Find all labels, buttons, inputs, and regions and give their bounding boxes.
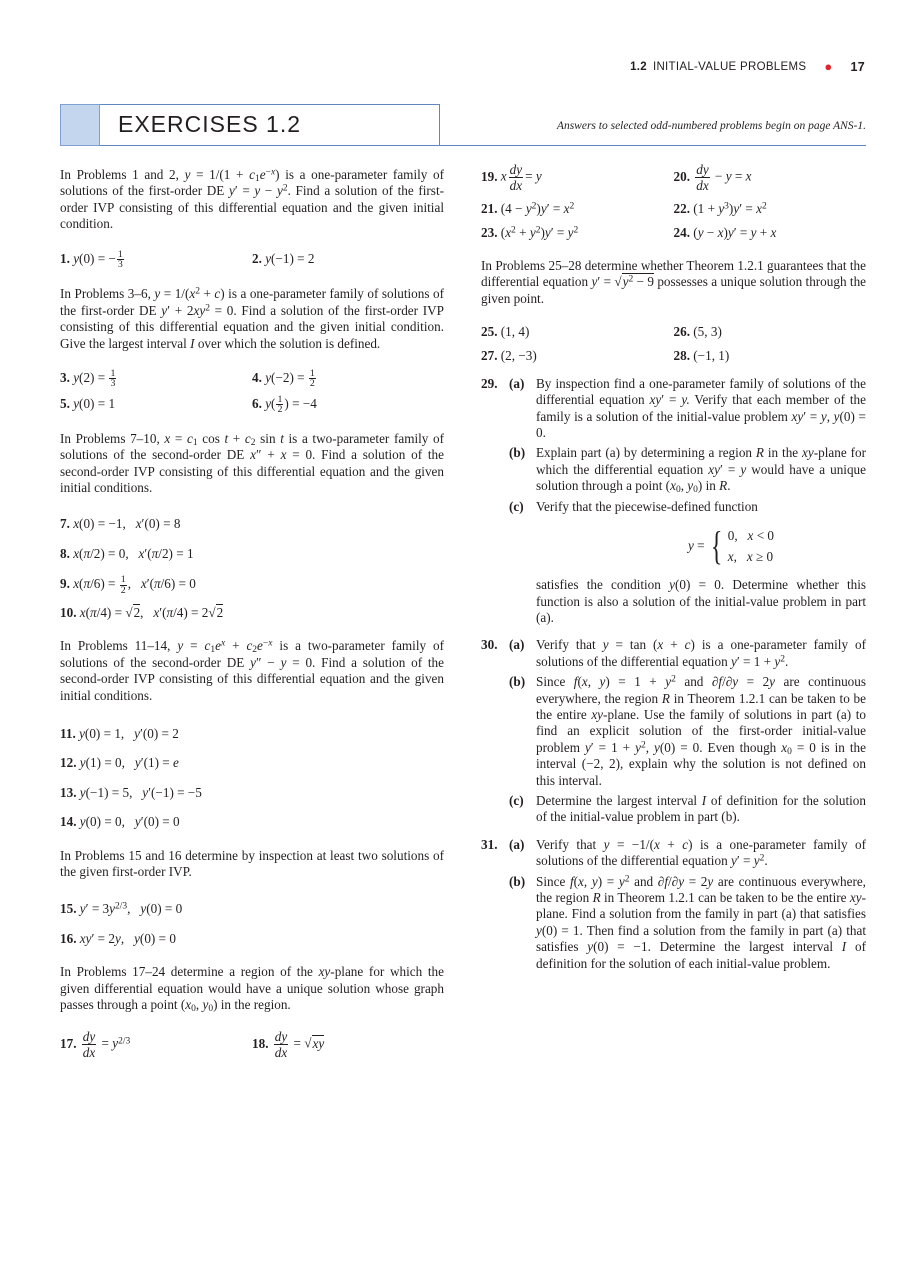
problems-19-20-row [481, 162, 866, 193]
problem-30: 30. (a) Verify that y = tan (x + c) is a one-parameter family of solutions of the differential equation $y' = 1 + y^2$. (b) Since f(x, $y) = 1 + y^2$ and ∂f/∂y = 2y are continuous everywhere, the region R in Theorem 1.2.1 can be taken to be the entire xy-plane. Use the family of solutions in part (a) to find an explicit solution of the first-order initial-value problem $y' = 1 + y^2$, y(0) = 0. Even though $x_0 = 0$ is in the interval (−2, 2), explain why the solution is not defined on this interval. (c) Determine the largest interval I of definition for the solution of the initial-value problem in part (b). [481, 637, 867, 825]
section-title: INITIAL-VALUE PROBLEMS [652, 60, 807, 73]
right-column [481, 162, 866, 972]
problem-3: 3. y(2) = $\frac{1}{3}$ [60, 368, 116, 390]
problem-14: 14. y(0) = 0, y′(0) = 0 [60, 814, 180, 830]
exercises-title: EXERCISES 1.2 [118, 111, 302, 137]
problem-2: 2. y(−1) = 2 [252, 250, 315, 266]
piecewise-function: y = { 0, x < 0 x, x ≥ 0 [687, 523, 775, 569]
problem-1: 1. y(0) = − $\frac{1}{3}$ [60, 248, 123, 271]
problem-12: 12. y(1) = 0, y′(1) = e [60, 755, 179, 771]
problem-31: 31. (a) Verify that y = −1/(x + c) is a one-parameter family of solutions of the differential equation $y' = y^2$. (b) Since f(x, $y) = y^2$ and ∂f/∂y = 2y are continuous everywhere, the region R in Theorem 1.2.1 can be taken to be the entire xy-plane. Find a solution from the family in part (a) that satisfies y(0) = 1. Then find a solution from the family in part (a) that satisfies y(0) = −1. Determine the largest interval I of definition for the solution of each initial-value problem. [481, 836, 867, 971]
problem-26: 26. (5, 3) [673, 324, 722, 340]
intro-problems-17-24: In Problems 17–24 determine a region of the xy-plane for which the given differential equation would have a unique solution whose graph passes through a point ($x_0$, $y_0$) in the region. [60, 964, 444, 1014]
problem-31-a: (a) Verify that y = −1/(x + c) is a one-parameter family of solutions of the differential equation $y' = y^2$. [509, 836, 867, 869]
intro-problems-1-2: In Problems 1 and 2, $y = 1/(1 + c_1e^{-x})$ is a one-parameter family of solutions of the first-order DE $y' = y - y^2$. Find a solution of the first-order IVP consisting of this differential equation and the given initial condition. [60, 167, 444, 232]
problem-30-b: (b) Since f(x, $y) = 1 + y^2$ and ∂f/∂y = 2y are continuous everywhere, the region R in Theorem 1.2.1 can be taken to be the entire xy-plane. Use the family of solutions in part (a) to find an explicit solution of the first-order initial-value problem $y' = 1 + y^2$, y(0) = 0. Even though $x_0 = 0$ is in the interval (−2, 2), explain why the solution is not defined on this interval. [509, 674, 866, 788]
problem-20: 20. $\frac{dy}{dx}$ − y = x [673, 162, 752, 193]
problems-23-24-row [481, 225, 866, 241]
problem-21: 21. $(4 - y^2)y' = x^2$ [481, 201, 575, 216]
problem-29-a: (a) By inspection find a one-parameter family of solutions of the differential equation xy′ = y. Verify that each member of the family is a solution of the initial-value problem xy′ = y, y(0) = 0. [509, 375, 866, 441]
problem-9: 9. x(π/6) = $\frac{1}{2}$ , x′(π/6) = 0 [60, 574, 196, 596]
problems-5-6-row [60, 395, 444, 415]
problem-30-a: (a) Verify that y = tan (x + c) is a one-parameter family of solutions of the differential equation $y' = 1 + y^2$. [509, 637, 867, 669]
problem-28: 28. (−1, 1) [673, 348, 730, 364]
problem-31-b: (b) Since f(x, $y) = y^2$ and ∂f/∂y = 2y are continuous everywhere, the region R in Theorem 1.2.1 can be taken to be the entire xy-plane. Find a solution from the family in part (a) that satisfies y(0) = 1. Then find a solution from the family in part (a) that satisfies y(0) = −1. Determine the largest interval I of definition for the solution of each initial-value problem. [509, 873, 866, 971]
problem-23: 23. $(x^2 + y^2)y' = y^2$ [481, 225, 579, 241]
header-color-block [60, 104, 100, 146]
problem-17: 17. $\frac{dy}{dx}$ = $y^{2/3}$ [60, 1029, 131, 1061]
problem-24: 24. (y − x)y′ = y + x [673, 225, 777, 241]
problem-6: 6. y( $\frac{1}{2}$ ) = −4 [252, 393, 317, 416]
left-column [60, 167, 444, 1060]
running-head [630, 59, 865, 74]
problem-8: 8. x(π/2) = 0, x′(π/2) = 1 [60, 545, 194, 561]
problems-27-28-row [481, 348, 866, 364]
problem-15: 15. $y' = 3y^{2/3}$, y(0) = 0 [60, 901, 183, 917]
problems-17-18-row [60, 1029, 444, 1060]
problems-21-22-row [481, 201, 866, 217]
intro-problems-3-6: In Problems 3–6, $y = 1/(x^2 + c)$ is a one-parameter family of solutions of the first-order DE $y' + 2xy^2 = 0$. Find a solution of the first-order IVP consisting of this differential equation and the given initial condition. Give the largest interval I over which the solution is defined. [60, 286, 445, 351]
problem-29-c: (c) Verify that the piecewise-defined function y = { 0, x < 0 x, x ≥ 0 satisfies the condition y(0) = 0. Determine whether this function is also a solution of the initial-value problem in part (a). [509, 498, 866, 625]
problem-13: 13. y(−1) = 5, y′(−1) = −5 [60, 784, 202, 800]
problem-27: 27. (2, −3) [481, 348, 537, 364]
intro-problems-7-10: In Problems 7–10, $x = c_1$ $\cos t + c_2$ sin t is a two-parameter family of solutions of the second-order DE x″ + x = 0. Find a solution of the second-order IVP consisting of this differential equation and the given initial conditions. [60, 430, 445, 495]
intro-problems-11-14: In Problems 11–14, $y = c_1e^x + c_2e^{-x}$ is a two-parameter family of solutions of the second-order DE y″ − y = 0. Find a solution of the second-order IVP consisting of this differential equation and the given initial conditions. [60, 638, 445, 703]
problem-18: 18. $\frac{dy}{dx}$ = √xy [252, 1029, 325, 1061]
bullet-icon: ● [824, 59, 833, 74]
answers-note: Answers to selected odd-numbered problems begin on page ANS-1. [556, 120, 866, 132]
problem-19: 19. x $\frac{dy}{dx}$ = y [481, 162, 542, 193]
problem-11: 11. y(0) = 1, y′(0) = 2 [60, 725, 179, 741]
problems-1-2-row [60, 250, 444, 270]
exercises-header [60, 104, 866, 146]
problem-29-b: (b) Explain part (a) by determining a region R in the xy-plane for which the differential equation xy′ = y would have a unique solution through a point ($x_0$, $y_0$) in R. [509, 445, 866, 496]
problem-7: 7. x(0) = −1, x′(0) = 8 [60, 516, 181, 532]
problem-25: 25. (1, 4) [481, 324, 530, 340]
page-number: 17 [850, 59, 865, 74]
problem-10: 10. x(π/4) = √2, x′(π/4) = 2√2 [60, 604, 224, 620]
problems-3-4-row [60, 369, 444, 389]
header-rule [440, 145, 866, 147]
intro-problems-25-28: In Problems 25–28 determine whether Theorem 1.2.1 guarantees that the differential equation $y' = √y^2 - 9$ possesses a unique solution through the given point. [481, 257, 867, 306]
problem-4: 4. y(−2) = $\frac{1}{2}$ [252, 368, 315, 390]
problem-22: 22. $(1 + y^3)y' = x^2$ [673, 201, 767, 216]
problem-30-c: (c) Determine the largest interval I of definition for the solution of the initial-value problem in part (b). [509, 792, 866, 825]
problem-5: 5. y(0) = 1 [60, 395, 116, 411]
problem-29: 29. (a) By inspection find a one-parameter family of solutions of the differential equation xy′ = y. Verify that each member of the family is a solution of the initial-value problem xy′ = y, y(0) = 0. (b) Explain part (a) by determining a region R in the xy-plane for which the differential equation xy′ = y would have a unique solution through a point ($x_0$, $y_0$) in R. (c) Verify that the piecewise-defined function y = { 0, x < 0 x, x ≥ 0 satisfies the condition y(0) = 0. Determine whether this function is also a solution of the initial-value problem in part (a). [481, 375, 866, 625]
problems-25-26-row [481, 324, 866, 340]
section-number: 1.2 [630, 60, 647, 73]
problem-16: 16. xy′ = 2y, y(0) = 0 [60, 930, 176, 946]
intro-problems-15-16: In Problems 15 and 16 determine by inspection at least two solutions of the given first-order IVP. [60, 847, 444, 879]
